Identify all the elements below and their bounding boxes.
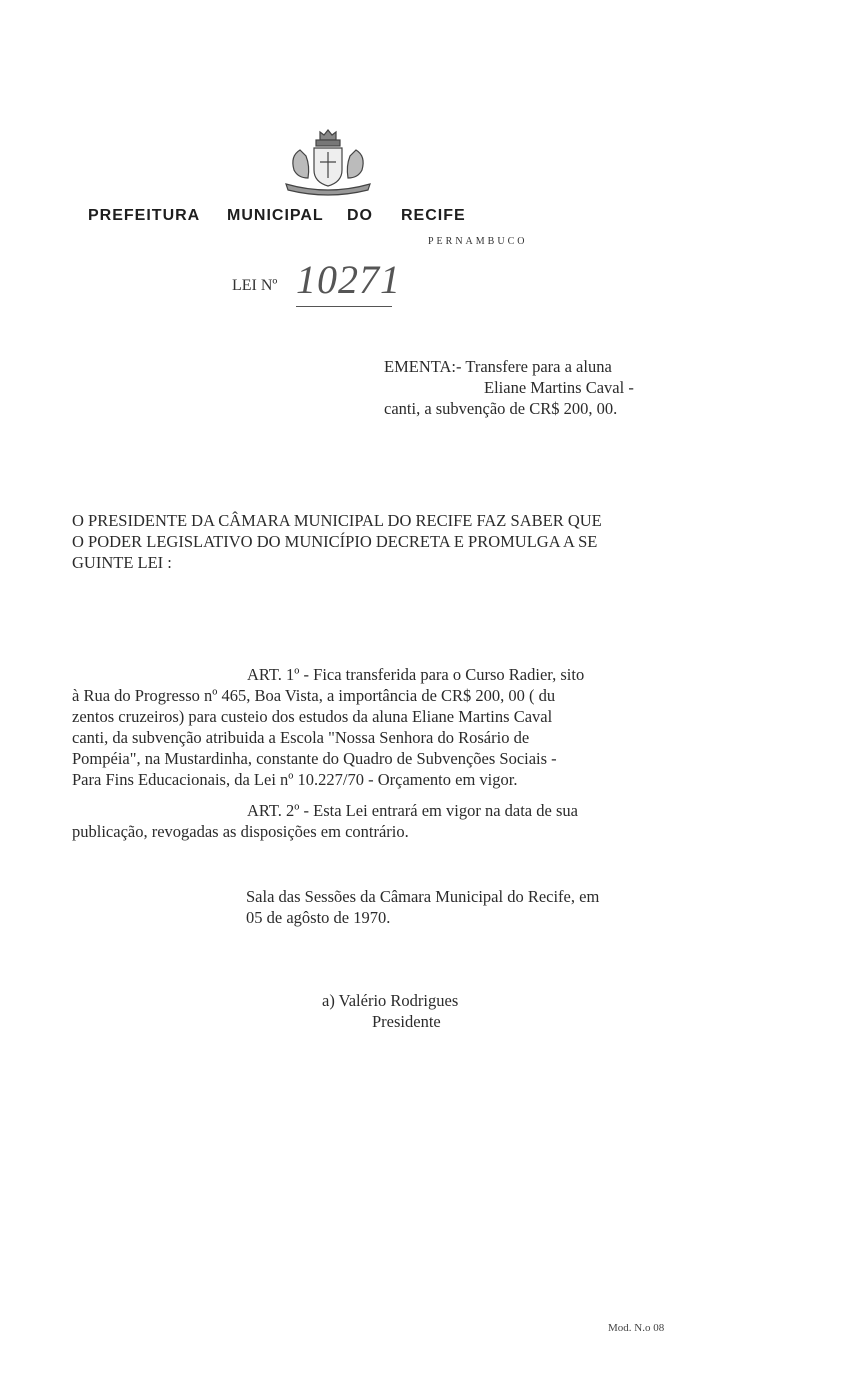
letterhead-prefeitura: PREFEITURA — [88, 207, 201, 224]
article-1-line: à Rua do Progresso nº 465, Boa Vista, a importância de CR$ 200, 00 ( du — [72, 686, 556, 705]
article-1-line: canti, da subvenção atribuida a Escola "Nossa Senhora do Rosário de — [72, 728, 530, 747]
article-2-line: ART. 2º - Esta Lei entrará em vigor na data de sua — [247, 801, 578, 820]
closing-line: 05 de agôsto de 1970. — [246, 908, 391, 927]
signatory-title: Presidente — [372, 1012, 441, 1031]
coat-of-arms-icon — [280, 126, 376, 196]
signature-block — [322, 990, 458, 1032]
article-2 — [72, 800, 578, 842]
article-1-line: zentos cruzeiros) para custeio dos estudos da aluna Eliane Martins Caval — [72, 707, 553, 726]
article-1-line: Pompéia", na Mustardinha, constante do Quadro de Subvenções Sociais - — [72, 749, 557, 768]
signatory-name: a) Valério Rodrigues — [322, 991, 459, 1010]
law-number-label: LEI Nº — [232, 277, 278, 294]
preamble-line: GUINTE LEI : — [72, 553, 172, 572]
preamble-line: O PRESIDENTE DA CÂMARA MUNICIPAL DO RECIFE FAZ SABER QUE — [72, 511, 602, 530]
preamble-line: O PODER LEGISLATIVO DO MUNICÍPIO DECRETA E PROMULGA A SE — [72, 532, 598, 551]
article-1-line: Para Fins Educacionais, da Lei nº 10.227/70 - Orçamento em vigor. — [72, 770, 518, 789]
article-1 — [72, 664, 584, 790]
law-number-handwritten: 10271 — [296, 258, 392, 307]
closing-block — [246, 886, 599, 928]
ementa-block — [384, 356, 634, 419]
letterhead-recife: RECIFE — [401, 207, 466, 224]
closing-line: Sala das Sessões da Câmara Municipal do Recife, em — [246, 887, 600, 906]
ementa-line: EMENTA:- Transfere para a aluna — [384, 357, 612, 376]
article-1-line: ART. 1º - Fica transferida para o Curso Radier, sito — [247, 665, 585, 684]
letterhead-state: PERNAMBUCO — [428, 236, 528, 247]
article-2-line: publicação, revogadas as disposições em contrário. — [72, 822, 409, 841]
letterhead-municipal: MUNICIPAL — [227, 207, 324, 224]
ementa-line: canti, a subvenção de CR$ 200, 00. — [384, 399, 618, 418]
ementa-line: Eliane Martins Caval - — [484, 378, 634, 397]
form-code: Mod. N.o 08 — [608, 1322, 665, 1334]
preamble-block — [72, 510, 602, 573]
letterhead-do: DO — [347, 207, 373, 224]
